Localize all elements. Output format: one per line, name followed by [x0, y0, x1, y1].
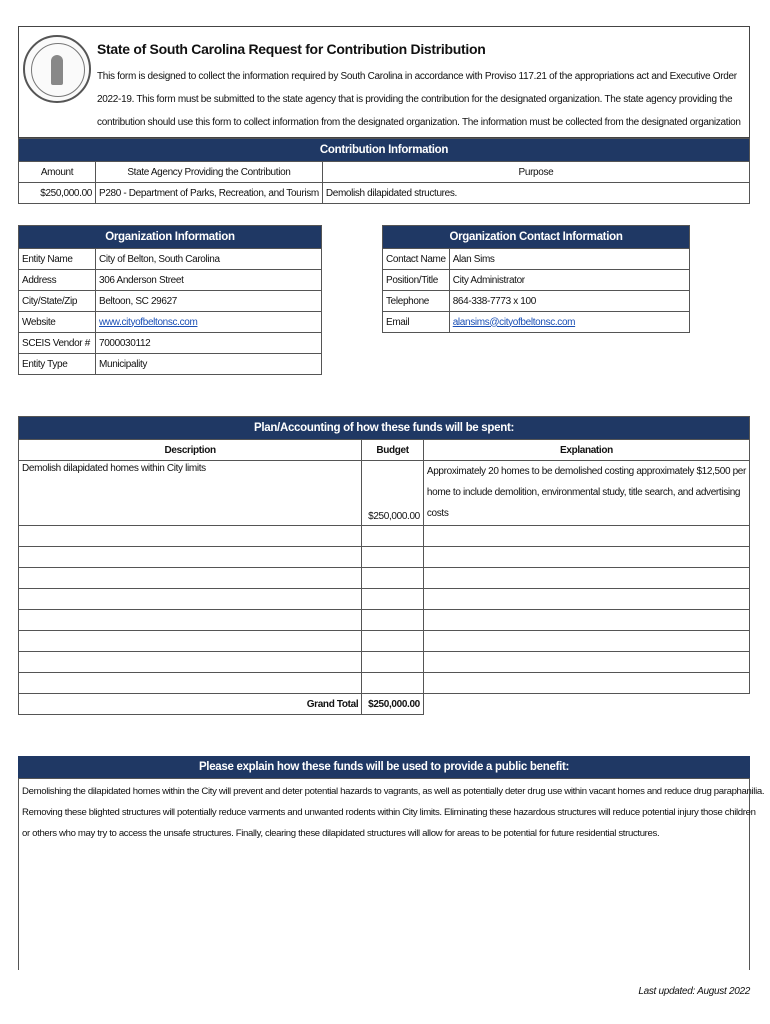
contact-label: Position/Title — [383, 270, 450, 291]
col-amount-header: Amount — [19, 162, 96, 183]
contribution-table — [18, 138, 750, 204]
org-entity-name: City of Belton, South Carolina — [96, 249, 322, 270]
contact-label: Contact Name — [383, 249, 450, 270]
organization-table — [18, 225, 322, 375]
org-label: Entity Type — [19, 354, 96, 375]
form-title: State of South Carolina Request for Contribution Distribution — [97, 41, 486, 57]
contribution-purpose: Demolish dilapidated structures. — [322, 183, 749, 204]
org-label: Entity Name — [19, 249, 96, 270]
org-entity-type: Municipality — [96, 354, 322, 375]
table-row — [19, 547, 750, 568]
benefit-line: Removing these blighted structures will potentially reduce varments and unwanted rodents within City limits. Eliminating these hazardous structures will reduce potential injury those children — [22, 807, 756, 818]
col-budget-header: Budget — [362, 440, 424, 461]
org-vendor-number: 7000030112 — [96, 333, 322, 354]
grand-total-value: $250,000.00 — [362, 694, 424, 715]
contact-name: Alan Sims — [449, 249, 689, 270]
col-explanation-header: Explanation — [423, 440, 749, 461]
table-row — [19, 610, 750, 631]
table-row — [19, 568, 750, 589]
plan-band: Plan/Accounting of how these funds will be spent: — [19, 417, 750, 440]
organization-band: Organization Information — [19, 226, 322, 249]
benefit-line: Demolishing the dilapidated homes within the City will prevent and deter potential hazards to vagrants, as well as potentially deter drug use within vacant homes and reduce drug paraphanilia. — [22, 786, 765, 797]
org-label: Address — [19, 270, 96, 291]
plan-row-explanation — [423, 461, 749, 526]
org-address: 306 Anderson Street — [96, 270, 322, 291]
table-row — [19, 652, 750, 673]
benefit-box — [18, 778, 765, 970]
explanation-line: home to include demolition, environmental study, title search, and advertising — [426, 487, 741, 498]
contact-table — [382, 225, 690, 333]
grand-total-label: Grand Total — [19, 694, 362, 715]
org-label: Website — [19, 312, 96, 333]
plan-row-description: Demolish dilapidated homes within City limits — [19, 461, 362, 526]
benefit-band: Please explain how these funds will be used to provide a public benefit: — [18, 756, 750, 778]
table-row — [19, 673, 750, 694]
plan-table — [18, 416, 750, 715]
contribution-amount: $250,000.00 — [19, 183, 96, 204]
plan-row-budget: $250,000.00 — [362, 461, 424, 526]
form-intro: This form is designed to collect the information required by South Carolina in accordance with Proviso 117.21 of the appropriations act and Executive Order 2022-19. This form must be submitted to the state agency that is providing the contribution for the designated organization. The state agency providing the contribution should use this form to collect information from the designated organization. The information must be collected from the designated organization — [97, 71, 741, 128]
contribution-agency: P280 - Department of Parks, Recreation, and Tourism — [96, 183, 323, 204]
contact-telephone: 864-338-7773 x 100 — [449, 291, 689, 312]
explanation-line: costs — [426, 508, 449, 519]
col-agency-header: State Agency Providing the Contribution — [96, 162, 323, 183]
org-website-link[interactable]: www.cityofbeltonsc.com — [99, 316, 198, 328]
col-purpose-header: Purpose — [322, 162, 749, 183]
table-row — [19, 631, 750, 652]
table-row — [19, 526, 750, 547]
contact-label: Email — [383, 312, 450, 333]
benefit-line: or others who may try to access the unsafe structures. Finally, clearing these dilapidated structures will allow for areas to be potential for future residential structures. — [22, 828, 660, 839]
org-city-state-zip: Beltoon, SC 29627 — [96, 291, 322, 312]
state-seal-logo — [23, 35, 91, 103]
contact-band: Organization Contact Information — [383, 226, 690, 249]
table-row — [19, 589, 750, 610]
form-header — [18, 26, 750, 138]
contact-label: Telephone — [383, 291, 450, 312]
last-updated: Last updated: August 2022 — [638, 986, 750, 997]
col-description-header: Description — [19, 440, 362, 461]
contact-title: City Administrator — [449, 270, 689, 291]
org-label: City/State/Zip — [19, 291, 96, 312]
explanation-line: Approximately 20 homes to be demolished costing approximately $12,500 per — [426, 466, 746, 477]
org-label: SCEIS Vendor # — [19, 333, 96, 354]
contact-email-link[interactable]: alansims@cityofbeltonsc.com — [452, 316, 576, 328]
contribution-band: Contribution Information — [19, 139, 750, 162]
